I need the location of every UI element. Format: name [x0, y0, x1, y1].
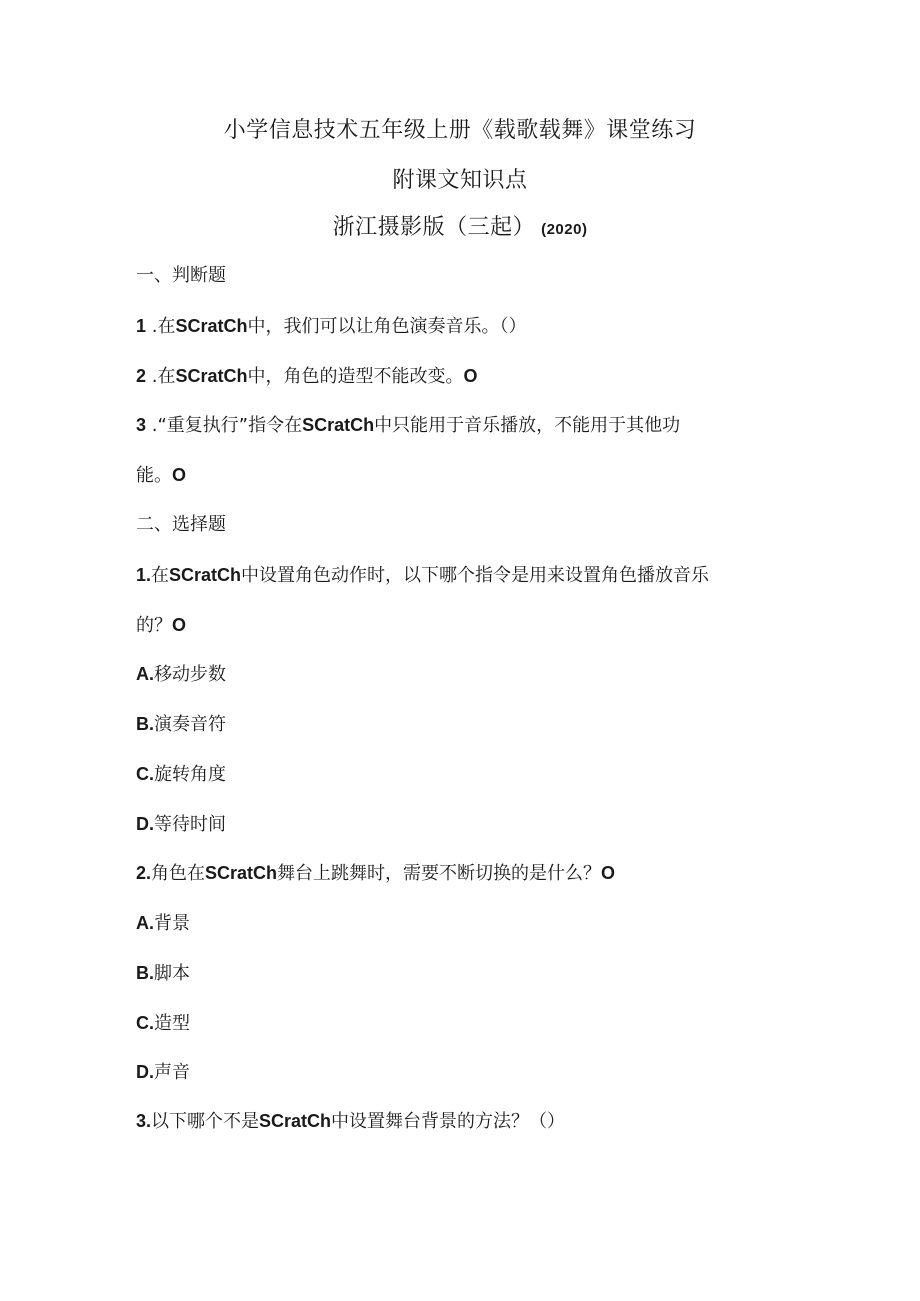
option-letter: B.	[136, 714, 154, 734]
choice-option	[136, 661, 776, 688]
question-text: 中设置角色动作时，以下哪个指令是用来设置角色播放音乐	[241, 565, 710, 586]
option-letter: C.	[136, 1013, 154, 1033]
section-heading-judgement	[136, 263, 776, 289]
question-text: 角色在	[151, 863, 206, 884]
answer-blank: O	[172, 465, 187, 485]
option-letter: B.	[136, 963, 154, 983]
option-text: 移动步数	[154, 664, 226, 685]
question-text: 中只能用于音乐播放，不能用于其他功	[374, 415, 681, 436]
title-year: (2020)	[541, 221, 588, 238]
answer-blank: O	[601, 863, 616, 883]
option-text: 演奏音符	[154, 714, 226, 735]
option-text: 脚本	[154, 963, 190, 984]
option-letter: D.	[136, 1062, 154, 1082]
question-number: 2	[136, 366, 147, 386]
option-letter: A.	[136, 664, 154, 684]
title-line-3: 浙江摄影版（三起）	[332, 215, 536, 240]
question-text: .“重复执行”指令在	[146, 415, 303, 436]
keyword-scratch: SCratCh	[175, 366, 248, 386]
keyword-scratch: SCratCh	[302, 415, 375, 435]
question-number: 2.	[136, 863, 152, 883]
option-text: 造型	[154, 1013, 190, 1034]
question-number: 1.	[136, 565, 152, 585]
choice-option	[136, 910, 776, 937]
judgement-question-2	[136, 363, 776, 390]
choice-question-2	[136, 860, 776, 887]
question-text: 中，角色的造型不能改变。	[247, 366, 464, 387]
question-number: 3	[136, 415, 147, 435]
option-letter: D.	[136, 814, 154, 834]
option-letter: C.	[136, 764, 154, 784]
option-text: 背景	[154, 913, 190, 934]
question-number: 3.	[136, 1111, 152, 1131]
option-text: 等待时间	[154, 814, 226, 835]
keyword-scratch: SCratCh	[169, 565, 242, 585]
choice-option	[136, 761, 776, 788]
judgement-question-3-cont	[136, 462, 776, 489]
judgement-question-3	[136, 412, 776, 439]
section-heading-text: 一、判断题	[136, 265, 226, 286]
option-letter: A.	[136, 913, 154, 933]
option-text: 声音	[154, 1062, 190, 1083]
question-text: 中，我们可以让角色演奏音乐。（）	[247, 316, 527, 337]
title-line-2: 附课文知识点	[392, 168, 528, 193]
question-text: 舞台上跳舞时，需要不断切换的是什么？	[277, 863, 602, 884]
keyword-scratch: SCratCh	[205, 863, 278, 883]
choice-option	[136, 811, 776, 838]
question-text: .在	[146, 316, 176, 337]
document-title	[0, 116, 920, 146]
choice-option	[136, 960, 776, 987]
keyword-scratch: SCratCh	[175, 316, 248, 336]
answer-blank: O	[463, 366, 478, 386]
question-number: 1	[136, 316, 147, 336]
document-edition	[0, 213, 920, 245]
question-text: 的？	[136, 615, 172, 636]
title-line-1: 小学信息技术五年级上册《载歌载舞》课堂练习	[223, 118, 697, 143]
choice-option	[136, 711, 776, 738]
choice-question-1-cont	[136, 612, 776, 639]
question-text: .在	[146, 366, 176, 387]
question-text: 中设置舞台背景的方法？（）	[331, 1111, 566, 1132]
section-heading-choice	[136, 512, 776, 538]
question-text: 在	[151, 565, 170, 586]
answer-blank: O	[172, 615, 187, 635]
choice-question-3	[136, 1108, 776, 1135]
option-text: 旋转角度	[154, 764, 226, 785]
choice-option	[136, 1010, 776, 1037]
document-subtitle	[0, 166, 920, 196]
keyword-scratch: SCratCh	[259, 1111, 332, 1131]
question-text: 以下哪个不是	[151, 1111, 260, 1132]
section-heading-text: 二、选择题	[136, 514, 226, 535]
choice-question-1	[136, 562, 776, 589]
question-text: 能。	[136, 465, 172, 486]
judgement-question-1	[136, 313, 776, 340]
choice-option	[136, 1059, 776, 1086]
